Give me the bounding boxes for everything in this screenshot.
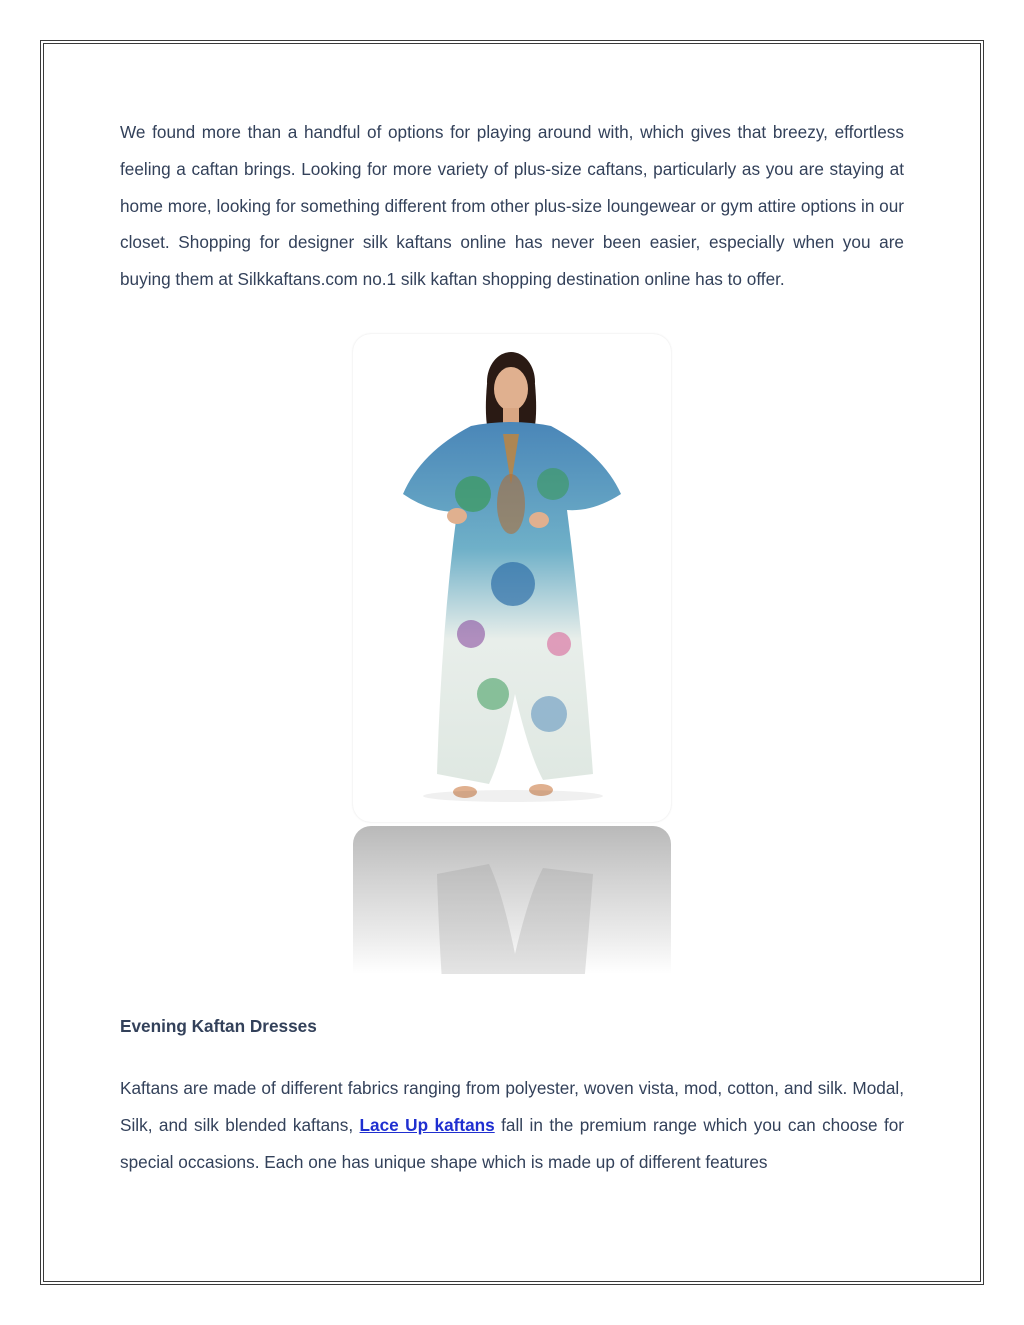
section-heading: Evening Kaftan Dresses xyxy=(120,1015,317,1036)
section-paragraph xyxy=(120,1070,904,1180)
lace-up-kaftans-link[interactable]: Lace Up kaftans xyxy=(359,1114,495,1135)
intro-paragraph: We found more than a handful of options for playing around with, which gives that breezy, effortless feeling a caftan brings. Looking for more variety of plus-size caftans, particularly as you are staying at home more, looking for something different from other plus-size loungewear or gym attire options in our closet. Shopping for designer silk kaftans online has never been easier, especially when you are buying them at Silkkaftans.com no.1 silk kaftan shopping destination online has to offer. xyxy=(120,122,905,290)
photo-reflection xyxy=(353,826,671,974)
section-text-after-link: fall in the premium range which you can choose for special occasions. Each one has unique shape which is made up of different features xyxy=(120,1114,905,1172)
reflection-illustration xyxy=(353,826,671,974)
woman-in-kaftan-illustration xyxy=(353,334,671,822)
kaftan-photo xyxy=(353,334,671,822)
document-body xyxy=(120,114,904,1180)
section-text-before-link: Kaftans are made of different fabrics ranging from polyester, woven vista, mod, cotton, and silk. Modal, Silk, and silk blended kaftans, xyxy=(120,1077,904,1135)
product-figure xyxy=(353,334,671,974)
